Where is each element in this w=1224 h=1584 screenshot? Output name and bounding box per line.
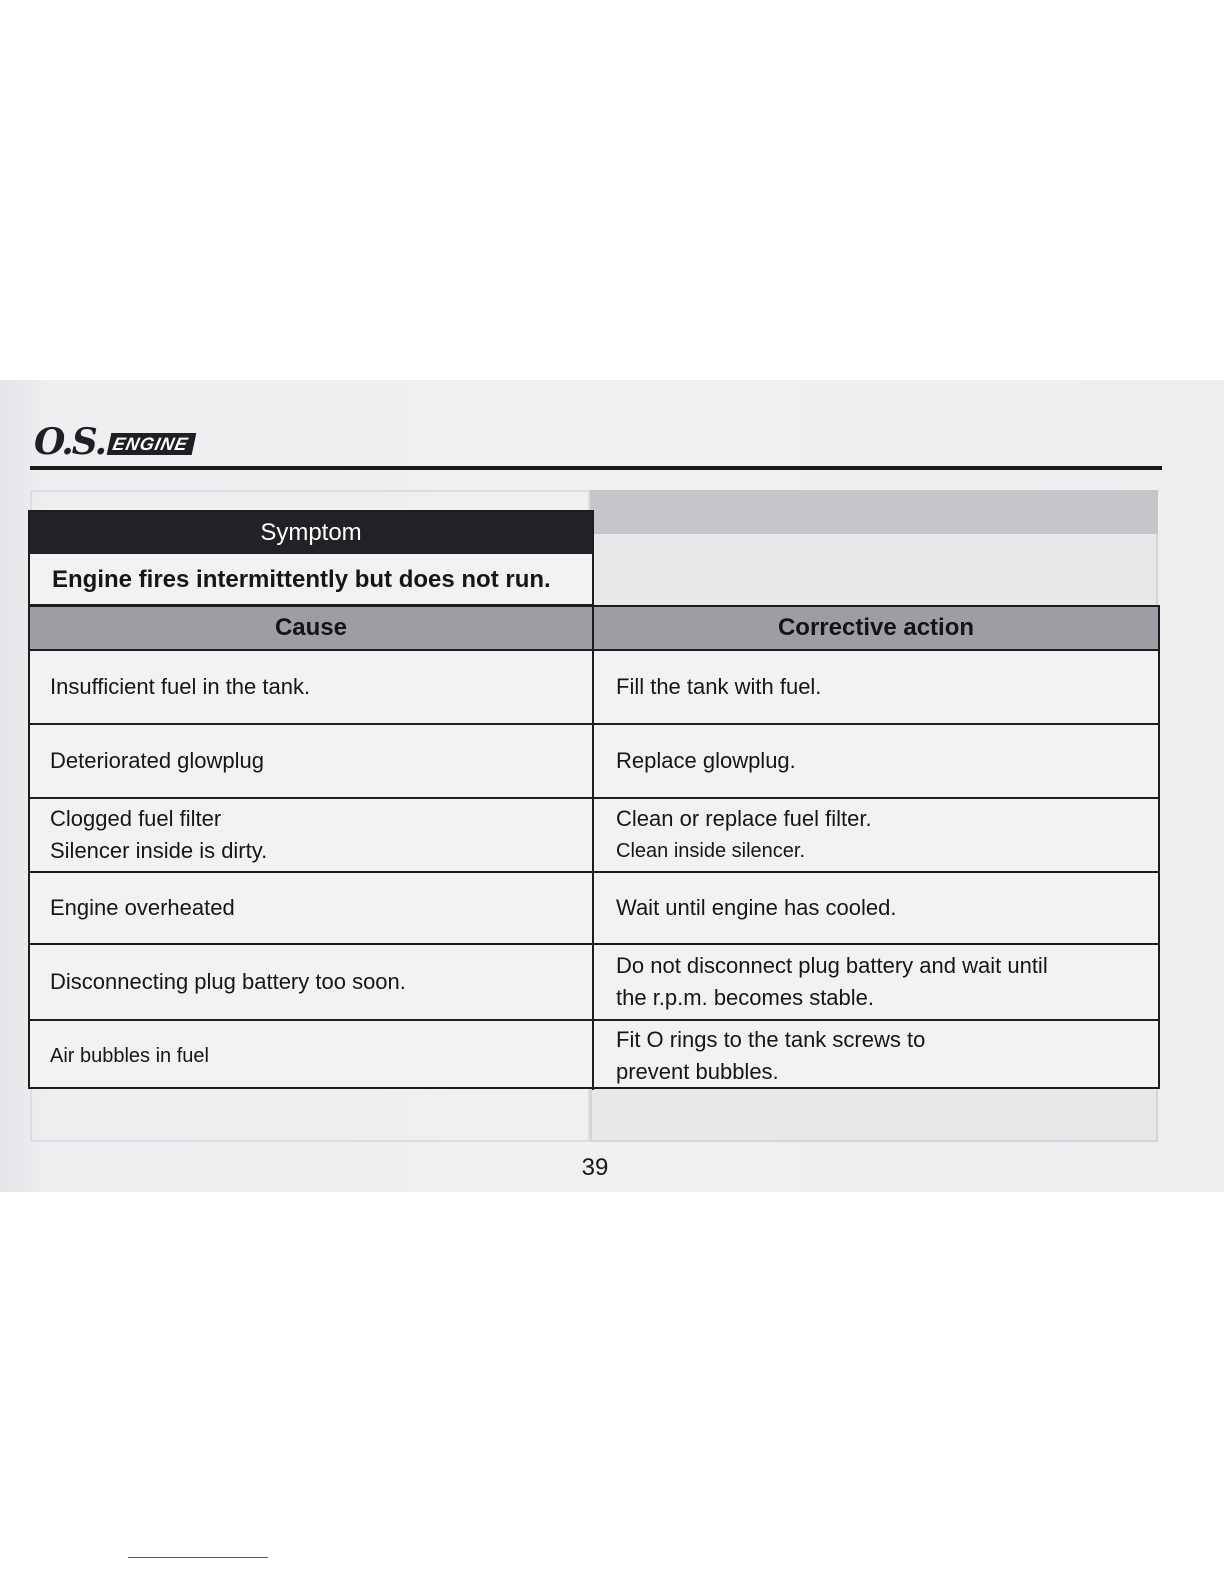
header-rule (30, 466, 1162, 470)
action-line: Do not disconnect plug battery and wait until (616, 953, 1048, 978)
action-cell (594, 943, 1158, 1019)
bottom-line (128, 1557, 268, 1558)
cause-header: Cause (30, 607, 594, 649)
page-number: 39 (581, 1154, 609, 1181)
symptom-heading: Symptom (30, 512, 592, 554)
corrective-action-header: Corrective action (594, 607, 1158, 649)
cause-line: Disconnecting plug battery too soon. (50, 969, 406, 994)
action-cell (594, 871, 1158, 943)
action-line: Clean inside silencer. (616, 840, 805, 862)
cause-line: Insufficient fuel in the tank. (50, 674, 311, 699)
cause-cell (30, 723, 594, 797)
action-cell (594, 649, 1158, 723)
cause-cell (30, 797, 594, 871)
action-line: the r.p.m. becomes stable. (616, 985, 875, 1010)
cause-line: Silencer inside is dirty. (50, 838, 268, 863)
os-engine-logo (34, 418, 194, 462)
symptom-text: Engine fires intermittently but does not run. (52, 566, 551, 593)
action-cell (594, 723, 1158, 797)
action-cell (594, 1019, 1158, 1090)
troubleshooting-table (28, 605, 1160, 1089)
action-line: Replace glowplug. (616, 748, 796, 773)
cause-line: Engine overheated (50, 895, 235, 920)
action-cell (594, 797, 1158, 871)
logo-sub: ENGINE (107, 433, 197, 455)
bleed-through-header (590, 490, 1158, 534)
cause-cell (30, 943, 594, 1019)
action-line: Fill the tank with fuel. (616, 674, 822, 699)
action-line: Clean or replace fuel filter. (616, 806, 872, 831)
cause-cell (30, 649, 594, 723)
cause-line: Deteriorated glowplug (50, 748, 265, 773)
action-line: Wait until engine has cooled. (616, 895, 897, 920)
cause-line: Clogged fuel filter (50, 806, 222, 831)
cause-cell (30, 1019, 594, 1090)
bleed-through-logo (1000, 424, 1156, 460)
logo-main: O.S. (34, 421, 106, 463)
cause-cell (30, 871, 594, 943)
cause-line: Air bubbles in fuel (50, 1044, 209, 1067)
action-line: prevent bubbles. (616, 1058, 779, 1084)
symptom-box (28, 510, 594, 606)
action-line: Fit O rings to the tank screws to (616, 1026, 926, 1052)
